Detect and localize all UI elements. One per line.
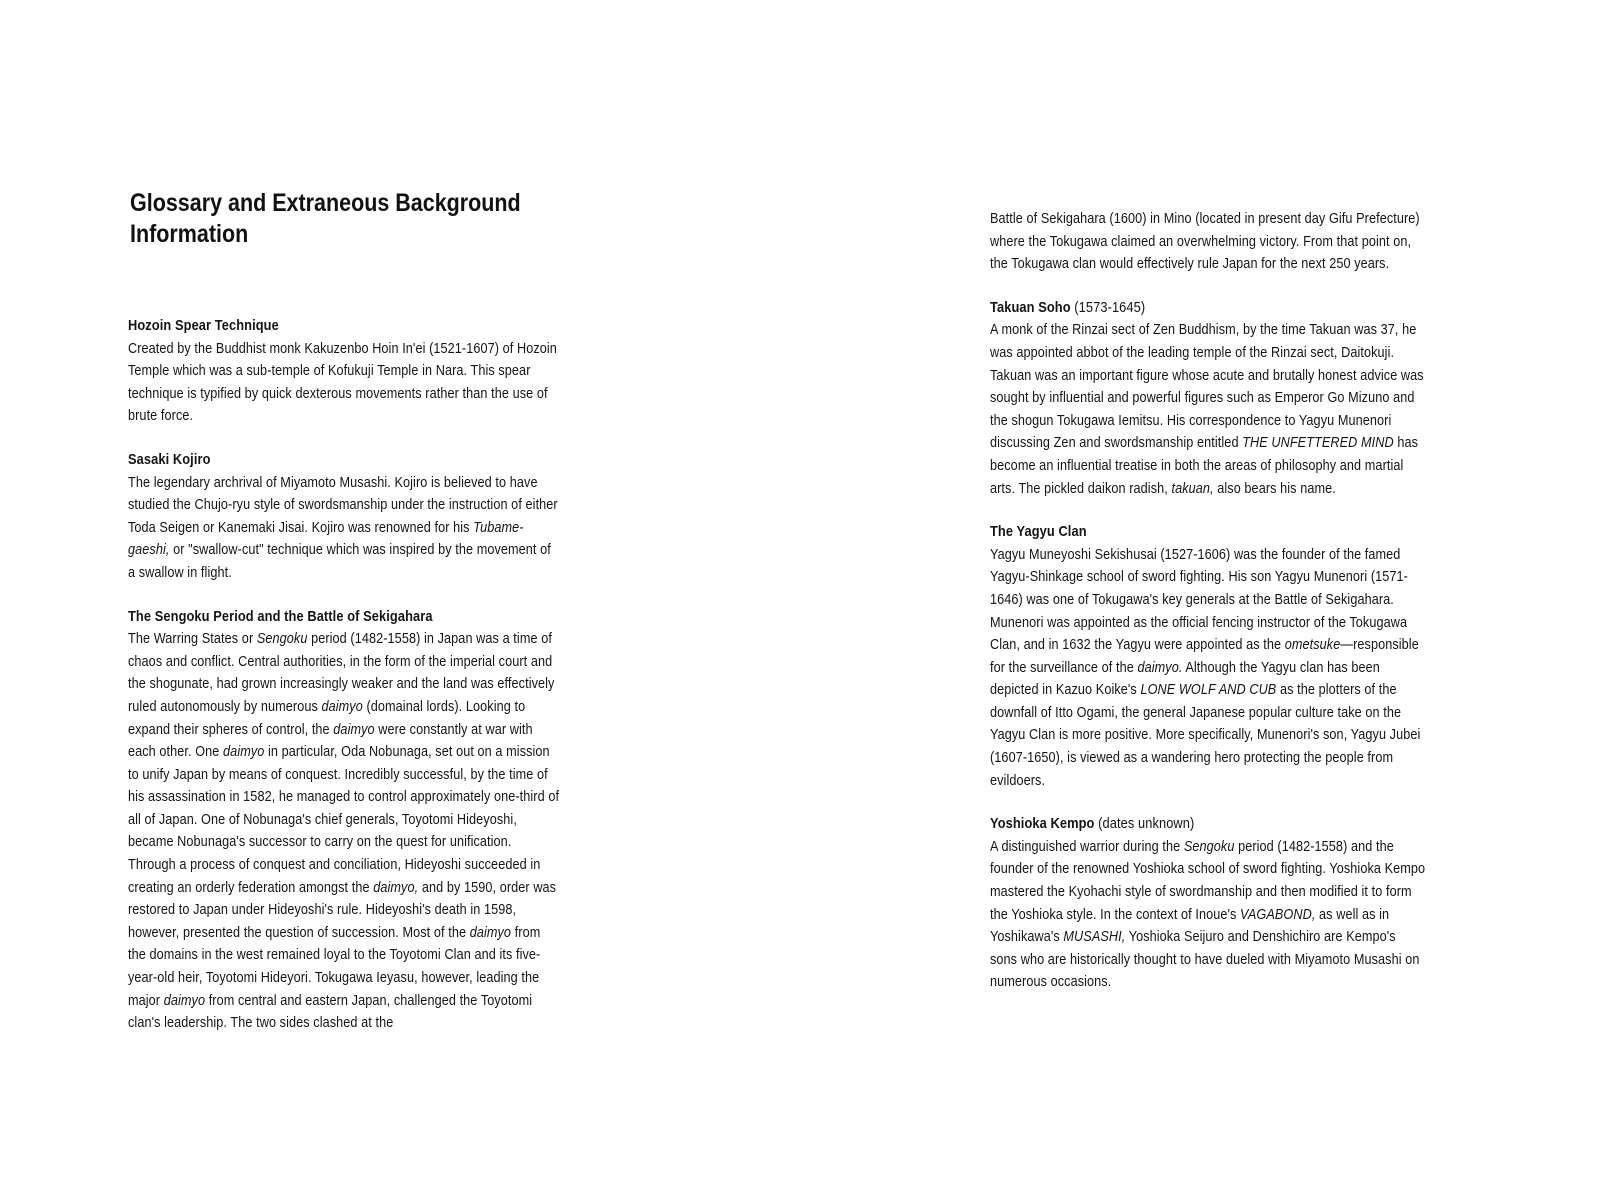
- left-column: [128, 315, 559, 1056]
- italic-term: ometsuke: [1284, 637, 1341, 654]
- italic-term: Sengoku: [256, 631, 308, 648]
- entry-heading-name: Takuan Soho: [990, 299, 1071, 316]
- entry-heading: Sasaki Kojiro: [128, 451, 211, 468]
- body-text: in particular, Oda Nobunaga, set out on a mission to unify Japan by means of conquest. Incredibly successful, by the time of his assassination in 1582, he managed to control approximately one-third of all of Japan. One of Nobunaga's chief generals, Toyotomi Hideyoshi, became Nobunaga's successor to carry on the quest for unification. Through a process of conquest and conciliation, Hideyoshi succeeded in creating an orderly federation amongst the: [128, 744, 560, 896]
- italic-term: daimyo: [321, 698, 363, 715]
- body-text: Although the Yagyu clan has been depicted in Kazuo Koike's: [990, 659, 1380, 699]
- entry-body: Created by the Buddhist monk Kakuzenbo Hoin In'ei (1521-1607) of Hozoin Temple which was a sub-temple of Kofukuji Temple in Nara. This spear technique is typified by quick dexterous movements rather than the use of brute force.: [128, 340, 557, 425]
- italic-term: daimyo: [163, 992, 206, 1009]
- italic-term: MUSASHI,: [1063, 929, 1126, 946]
- italic-term: THE UNFETTERED MIND: [1242, 435, 1394, 452]
- body-text: were constantly at war with each other. One: [128, 721, 533, 761]
- entry-dates: (1573-1645): [1070, 299, 1146, 316]
- page-title: Glossary and Extraneous Background Information: [130, 189, 521, 248]
- entry-heading: The Yagyu Clan: [990, 524, 1087, 541]
- entry-body: [990, 836, 1426, 994]
- italic-term: Sengoku: [1183, 838, 1235, 855]
- body-text: (domainal lords). Looking to expand their spheres of control, the: [128, 698, 526, 738]
- entry-body: [128, 472, 559, 585]
- body-text: period (1482-1558) and the founder of the renowned Yoshioka school of sword fighting. Yoshioka Kempo mastered the Kyohachi style of swordmanship and then modified it to form the Yoshioka style. In the context of Inoue's: [990, 838, 1426, 923]
- glossary-entry-takuan-soho: [990, 297, 1426, 500]
- entry-heading: [990, 297, 1426, 320]
- body-text: Yagyu Muneyoshi Sekishusai (1527-1606) was the founder of the famed Yagyu-Shinkage school of sword fighting. His son Yagyu Munenori (1571-1646) was one of Tokugawa's key generals at the Battle of Sekigahara. Munenori was appointed as the official fencing instructor of the Tokugawa Clan, and in 1632 the Yagyu were appointed as the: [990, 546, 1408, 654]
- entry-heading: The Sengoku Period and the Battle of Sekigahara: [128, 608, 433, 625]
- italic-term: daimyo: [333, 721, 375, 738]
- body-text: as well as in Yoshikawa's: [990, 906, 1390, 946]
- italic-term: daimyo: [223, 744, 265, 761]
- italic-term: Tubame-gaeshi,: [128, 519, 524, 559]
- body-text: and by 1590, order was restored to Japan under Hideyoshi's rule. Hideyoshi's death in 1598, however, presented the question of succession. Most of the: [128, 879, 557, 941]
- italic-term: LONE WOLF AND CUB: [1140, 682, 1277, 699]
- glossary-entry-sasaki-kojiro: [128, 449, 559, 585]
- right-page: [800, 0, 1600, 1178]
- italic-term: takuan,: [1171, 480, 1214, 497]
- body-text: period (1482-1558) in Japan was a time of chaos and conflict. Central authorities, in the form of the imperial court and the shogunate, had grown increasingly weaker and the land was effectively ruled autonomously by numerous: [128, 631, 555, 715]
- body-text: also bears his name.: [1213, 480, 1336, 497]
- body-text: as the plotters of the downfall of Itto Ogami, the general Japanese popular culture take on the Yagyu Clan is more positive. More specifically, Munenori's son, Yagyu Jubei (1607-1650), is viewed as a wandering hero protecting the people from evildoers.: [990, 682, 1421, 789]
- entry-heading: [990, 813, 1426, 836]
- body-text: The Warring States or: [128, 631, 257, 648]
- entry-dates: (dates unknown): [1094, 816, 1195, 833]
- body-text: from central and eastern Japan, challenged the Toyotomi clan's leadership. The two sides clashed at the: [128, 992, 533, 1032]
- italic-term: daimyo.: [1137, 659, 1183, 676]
- entry-body: [990, 544, 1426, 793]
- entry-body: [128, 628, 559, 1035]
- continued-text: Battle of Sekigahara (1600) in Mino (located in present day Gifu Prefecture) where the Tokugawa claimed an overwhelming victory. From that point on, the Tokugawa clan would effectively rule Japan for the next 250 years.: [990, 211, 1420, 273]
- right-column: [990, 208, 1426, 1015]
- body-text: or "swallow-cut" technique which was inspired by the movement of a swallow in flight.: [128, 542, 551, 581]
- italic-term: daimyo: [469, 924, 512, 941]
- glossary-entry-yagyu-clan: [990, 521, 1426, 792]
- body-text: A distinguished warrior during the: [990, 838, 1184, 855]
- italic-term: daimyo,: [373, 879, 419, 896]
- entry-body: [990, 319, 1426, 500]
- body-text: A monk of the Rinzai sect of Zen Buddhism, by the time Takuan was 37, he was appointed abbot of the leading temple of the Rinzai sect, Daitokuji. Takuan was an important figure whose acute and brutally honest advice was sought by influential and powerful figures such as Emperor Go Mizuno and the shogun Tokugawa Iemitsu. His correspondence to Yagyu Munenori discussing Zen and swordsmanship entitled: [990, 322, 1424, 452]
- glossary-entry-yoshioka-kempo: [990, 813, 1426, 994]
- body-text: —responsible for the surveillance of the: [990, 637, 1419, 676]
- italic-term: VAGABOND,: [1240, 906, 1316, 923]
- glossary-entry-sengoku: [128, 606, 559, 1035]
- body-text: has become an influential treatise in both the areas of philosophy and martial arts. The pickled daikon radish,: [990, 435, 1419, 497]
- body-text: The legendary archrival of Miyamoto Musashi. Kojiro is believed to have studied the Chujo-ryu style of swordsmanship under the instruction of either Toda Seigen or Kanemaki Jisai. Kojiro was renowned for his: [128, 474, 558, 536]
- body-text: Yoshioka Seijuro and Denshichiro are Kempo's sons who are historically thought to have dueled with Miyamoto Musashi on numerous occasions.: [990, 929, 1420, 991]
- body-text: from the domains in the west remained loyal to the Toyotomi Clan and its five-year-old heir, Toyotomi Hideyori. Tokugawa Ieyasu, however, leading the major: [128, 924, 541, 1009]
- entry-heading-name: Yoshioka Kempo: [990, 816, 1095, 833]
- entry-heading: Hozoin Spear Technique: [128, 318, 279, 334]
- glossary-entry-hozoin: [128, 315, 559, 428]
